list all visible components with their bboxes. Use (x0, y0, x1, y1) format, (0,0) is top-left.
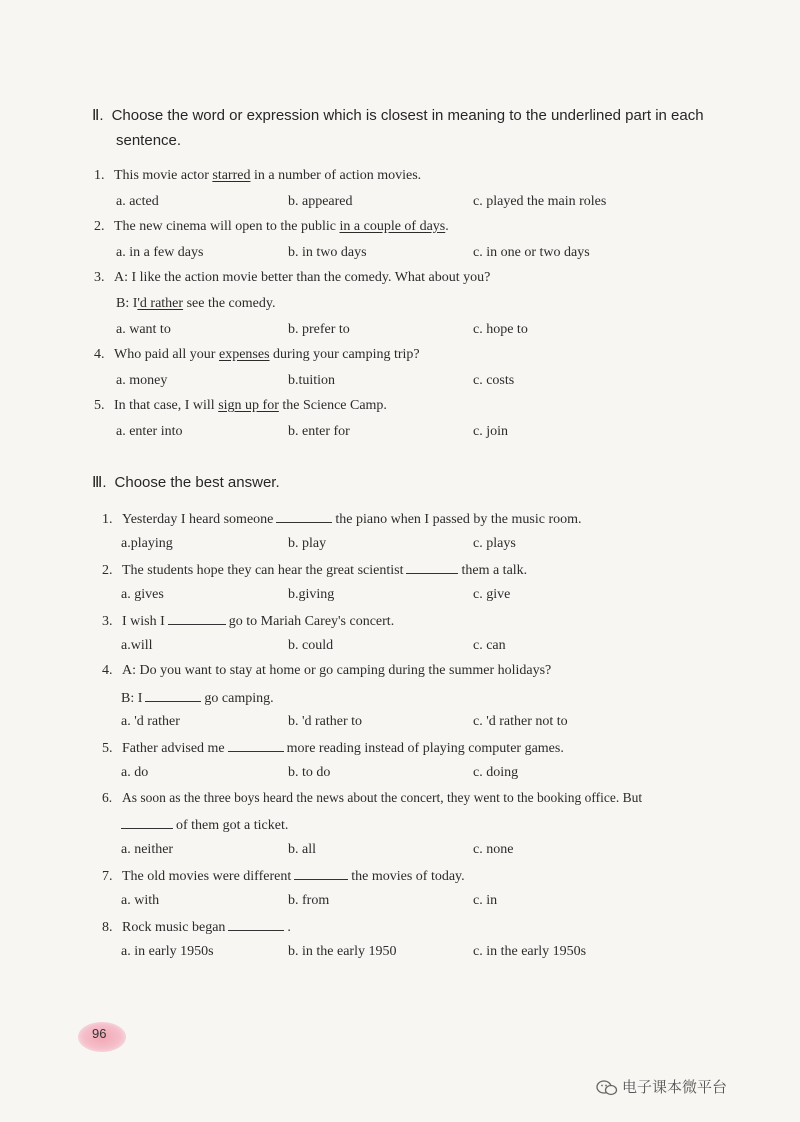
s3-question-6-line2 (121, 816, 741, 834)
answer-blank (276, 510, 332, 523)
question-number: 4. (94, 347, 105, 362)
question-text: In that case, I will (114, 398, 219, 413)
underlined-phrase: sign up for (218, 398, 279, 413)
s2-q4-option-c: c. costs (473, 373, 515, 388)
question-text: go camping. (204, 691, 274, 706)
section-3-instruction (92, 470, 732, 495)
s3-q7-option-c: c. in (473, 893, 498, 908)
question-text: . (287, 920, 291, 935)
s3-question-4 (102, 663, 742, 679)
s2-q2-option-c: c. in one or two days (473, 245, 590, 260)
s2-question-3 (94, 270, 734, 286)
s3-question-6 (102, 790, 742, 806)
s2-q3-option-c: c. hope to (473, 322, 528, 337)
question-text: the movies of today. (351, 869, 465, 884)
question-text: This movie actor (114, 168, 213, 183)
question-number: 5. (102, 741, 113, 756)
question-text: Rock music began (122, 920, 226, 935)
s3-q4-option-a: a. 'd rather (121, 714, 180, 729)
s3-q4-option-c: c. 'd rather not to (473, 714, 568, 729)
answer-blank (145, 689, 201, 702)
section-2-instruction-line2: sentence. (116, 132, 182, 149)
s3-q8-option-b: b. in the early 1950 (288, 944, 397, 959)
question-number: 7. (102, 869, 113, 884)
question-text: them a talk. (461, 563, 528, 578)
s3-q5-option-b: b. to do (288, 765, 331, 780)
answer-blank (294, 867, 348, 880)
s3-q1-option-b: b. play (288, 536, 327, 551)
s2-question-4 (94, 347, 734, 363)
answer-blank (228, 918, 284, 931)
watermark (596, 1076, 727, 1097)
s3-question-5 (102, 739, 742, 757)
question-number: 5. (94, 398, 105, 413)
s3-q6-option-b: b. all (288, 842, 316, 857)
s3-q2-option-c: c. give (473, 587, 511, 602)
s2-q2-option-a: a. in a few days (116, 245, 204, 260)
answer-blank (406, 561, 458, 574)
s2-question-5 (94, 398, 734, 414)
s2-q5-option-c: c. join (473, 424, 508, 439)
question-number: 3. (102, 614, 113, 629)
question-text: Who paid all your (114, 347, 219, 362)
answer-blank (168, 612, 226, 625)
section-2-number: Ⅱ. (92, 107, 104, 124)
question-number: 4. (102, 663, 113, 678)
s3-question-7 (102, 867, 742, 885)
question-text: As soon as the three boys heard the news about the concert, they went to the booking office. But (122, 790, 643, 805)
question-text: see the comedy. (183, 296, 276, 311)
s2-q5-option-a: a. enter into (116, 424, 183, 439)
question-text: The old movies were different (122, 869, 292, 884)
s2-q3-option-b: b. prefer to (288, 322, 350, 337)
s2-question-1 (94, 168, 734, 184)
question-text: A: Do you want to stay at home or go camping during the summer holidays? (122, 663, 552, 678)
question-text: during your camping trip? (269, 347, 420, 362)
s2-question-2 (94, 219, 734, 235)
question-number: 3. (94, 270, 105, 285)
underlined-phrase: expenses (218, 347, 270, 362)
s3-q5-option-a: a. do (121, 765, 149, 780)
s3-q3-option-b: b. could (288, 638, 334, 653)
question-number: 8. (102, 920, 113, 935)
question-number: 2. (94, 219, 105, 234)
question-text: the Science Camp. (278, 398, 387, 413)
question-text: the piano when I passed by the music room. (335, 512, 582, 527)
s3-q5-option-c: c. doing (473, 765, 519, 780)
s2-question-3-line2 (116, 296, 736, 312)
s3-q7-option-a: a. with (121, 893, 160, 908)
question-text: Yesterday I heard someone (122, 512, 274, 527)
s3-q2-option-a: a. gives (121, 587, 164, 602)
question-number: 1. (102, 512, 113, 527)
question-text: in a number of action movies. (250, 168, 422, 183)
section-3-number: Ⅲ. (92, 474, 107, 491)
s2-q3-option-a: a. want to (116, 322, 171, 337)
s2-q1-option-a: a. acted (116, 194, 159, 209)
s3-q4-option-b: b. 'd rather to (288, 714, 363, 729)
wechat-icon (596, 1079, 618, 1097)
underlined-phrase: 'd rather (137, 296, 184, 311)
s2-q2-option-b: b. in two days (288, 245, 367, 260)
s3-q8-option-c: c. in the early 1950s (473, 944, 587, 959)
s3-q1-option-a: a.playing (121, 536, 173, 551)
s2-q1-option-c: c. played the main roles (473, 194, 607, 209)
s3-question-4-line2 (121, 689, 741, 707)
s2-q5-option-b: b. enter for (288, 424, 350, 439)
s3-question-8 (102, 918, 742, 936)
question-text: The new cinema will open to the public (114, 219, 340, 234)
s3-q3-option-c: c. can (473, 638, 506, 653)
s3-q8-option-a: a. in early 1950s (121, 944, 214, 959)
s3-q1-option-c: c. plays (473, 536, 516, 551)
s3-q3-option-a: a.will (121, 638, 153, 653)
underlined-phrase: in a couple of days (339, 219, 446, 234)
question-number: 1. (94, 168, 105, 183)
s2-q4-option-a: a. money (116, 373, 168, 388)
s3-q6-option-c: c. none (473, 842, 514, 857)
question-number: 6. (102, 790, 113, 805)
question-number: 2. (102, 563, 113, 578)
question-text: Father advised me (122, 741, 225, 756)
answer-blank (228, 739, 284, 752)
section-2-instruction (92, 103, 732, 128)
question-text: I wish I (122, 614, 165, 629)
s3-q2-option-b: b.giving (288, 587, 335, 602)
underlined-phrase: starred (212, 168, 251, 183)
s2-q4-option-b: b.tuition (288, 373, 336, 388)
s3-q6-option-a: a. neither (121, 842, 174, 857)
s3-question-2 (102, 561, 742, 579)
question-text: B: I (116, 296, 138, 311)
question-text: more reading instead of playing computer games. (286, 741, 564, 756)
question-text: of them got a ticket. (176, 818, 289, 833)
question-text: B: I (121, 691, 143, 706)
watermark-text: 电子课本微平台 (622, 1078, 728, 1096)
question-text: The students hope they can hear the great scientist (122, 563, 404, 578)
section-3-instruction-text: Choose the best answer. (114, 474, 280, 491)
question-text: go to Mariah Carey's concert. (228, 614, 395, 629)
question-text: A: I like the action movie better than the comedy. What about you? (114, 270, 491, 285)
section-2-instruction-line1: Choose the word or expression which is closest in meaning to the underlined part in each (111, 107, 704, 124)
question-text: . (445, 219, 449, 234)
answer-blank (121, 816, 173, 829)
s2-q1-option-b: b. appeared (288, 194, 353, 209)
page-number-badge (78, 1022, 126, 1052)
s3-q7-option-b: b. from (288, 893, 330, 908)
page-number: 96 (92, 1026, 107, 1041)
s3-question-3 (102, 612, 742, 630)
s3-question-1 (102, 510, 742, 528)
